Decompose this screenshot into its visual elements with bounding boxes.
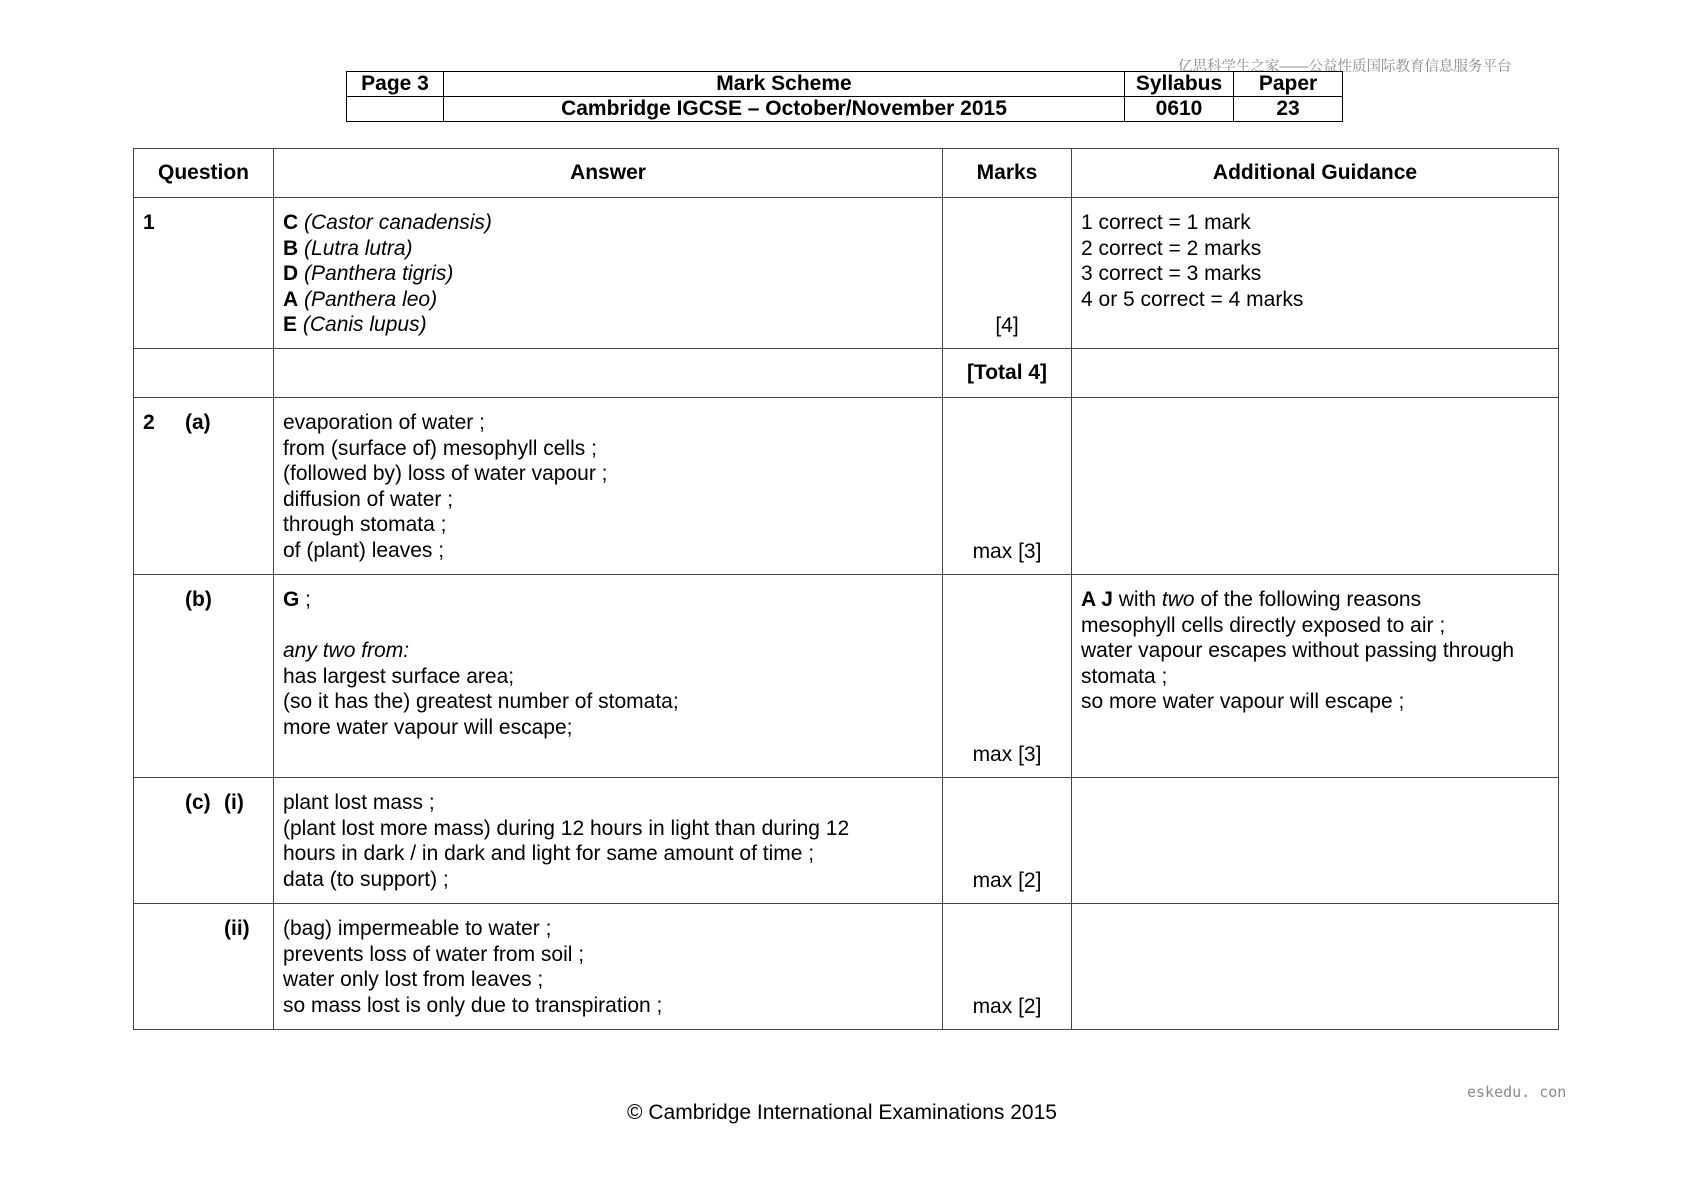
answer-line: from (surface of) mesophyll cells ; bbox=[283, 436, 597, 460]
marks-cell: [4] bbox=[943, 198, 1072, 349]
answer-cell bbox=[274, 904, 943, 1030]
question-number: 2 bbox=[143, 411, 155, 434]
answer-line: data (to support) ; bbox=[283, 867, 449, 891]
column-header-question: Question bbox=[134, 149, 274, 198]
guidance-cell bbox=[1072, 778, 1559, 904]
answer-cell bbox=[274, 778, 943, 904]
table-header-row bbox=[134, 149, 1559, 198]
answer-line: has largest surface area; bbox=[283, 664, 515, 688]
answer-line: B (Lutra lutra) bbox=[283, 236, 413, 260]
answer-line: (followed by) loss of water vapour ; bbox=[283, 462, 608, 486]
answer-line: so mass lost is only due to transpiration ; bbox=[283, 993, 663, 1017]
answer-line: D (Panthera tigris) bbox=[283, 262, 454, 286]
marks-cell: max [2] bbox=[943, 778, 1072, 904]
guidance-cell bbox=[1072, 904, 1559, 1030]
table-row bbox=[134, 904, 1559, 1030]
mark-scheme-table bbox=[133, 148, 1559, 1030]
answer-line: of (plant) leaves ; bbox=[283, 538, 445, 562]
guidance-line: 1 correct = 1 mark bbox=[1081, 211, 1251, 234]
answer-line: plant lost mass ; bbox=[283, 791, 435, 814]
answer-line: G ; bbox=[283, 588, 312, 611]
guidance-line: water vapour escapes without passing through bbox=[1081, 639, 1515, 663]
total-marks: [Total 4] bbox=[943, 349, 1072, 398]
marks-cell: max [2] bbox=[943, 904, 1072, 1030]
table-row bbox=[134, 198, 1559, 349]
table-row bbox=[134, 349, 1559, 398]
answer-cell bbox=[274, 398, 943, 575]
column-header-answer: Answer bbox=[274, 149, 943, 198]
question-number: 1 bbox=[143, 211, 155, 234]
guidance-line: stomata ; bbox=[1081, 664, 1168, 688]
answer-cell bbox=[274, 198, 943, 349]
answer-line: diffusion of water ; bbox=[283, 487, 454, 511]
table-row bbox=[134, 575, 1559, 778]
paper-label: Paper bbox=[1234, 72, 1343, 97]
watermark-top: 亿思科学生之家——公益性质国际教育信息服务平台 bbox=[1178, 59, 1512, 75]
header-empty-cell bbox=[347, 97, 444, 122]
question-cell bbox=[134, 198, 274, 349]
spacer bbox=[283, 613, 933, 639]
question-cell bbox=[134, 349, 274, 398]
answer-line: (bag) impermeable to water ; bbox=[283, 917, 552, 940]
question-cell bbox=[134, 575, 274, 778]
guidance-cell bbox=[1072, 198, 1559, 349]
guidance-line: 3 correct = 3 marks bbox=[1081, 262, 1262, 286]
header-title: Mark Scheme bbox=[444, 72, 1125, 97]
table-row bbox=[134, 398, 1559, 575]
marks-cell: max [3] bbox=[943, 575, 1072, 778]
document-header bbox=[346, 71, 1343, 122]
answer-line: (plant lost more mass) during 12 hours in light than during 12 bbox=[283, 816, 850, 840]
syllabus-code: 0610 bbox=[1125, 97, 1234, 122]
question-subpart: (i) bbox=[224, 791, 244, 814]
answer-line: prevents loss of water from soil ; bbox=[283, 942, 585, 966]
guidance-line: mesophyll cells directly exposed to air ; bbox=[1081, 613, 1446, 637]
answer-line: C (Castor canadensis) bbox=[283, 211, 492, 234]
column-header-guidance: Additional Guidance bbox=[1072, 149, 1559, 198]
guidance-cell bbox=[1072, 349, 1559, 398]
answer-cell bbox=[274, 575, 943, 778]
question-cell bbox=[134, 904, 274, 1030]
any-two-from-label: any two from: bbox=[283, 639, 410, 663]
answer-line: evaporation of water ; bbox=[283, 411, 485, 434]
question-part: (b) bbox=[185, 588, 212, 611]
guidance-line: A J with two of the following reasons bbox=[1081, 588, 1422, 611]
paper-number: 23 bbox=[1234, 97, 1343, 122]
answer-line: (so it has the) greatest number of stomata; bbox=[283, 690, 679, 714]
watermark-bottom: eskedu. con bbox=[1467, 1083, 1567, 1101]
answer-cell bbox=[274, 349, 943, 398]
guidance-line: so more water vapour will escape ; bbox=[1081, 690, 1405, 714]
answer-line: E (Canis lupus) bbox=[283, 313, 427, 337]
page-number: Page 3 bbox=[347, 72, 444, 97]
column-header-marks: Marks bbox=[943, 149, 1072, 198]
guidance-line: 4 or 5 correct = 4 marks bbox=[1081, 287, 1304, 311]
guidance-cell bbox=[1072, 575, 1559, 778]
question-part: (a) bbox=[185, 411, 211, 434]
answer-line: more water vapour will escape; bbox=[283, 715, 573, 739]
guidance-cell bbox=[1072, 398, 1559, 575]
question-cell bbox=[134, 398, 274, 575]
table-row bbox=[134, 778, 1559, 904]
marks-cell: max [3] bbox=[943, 398, 1072, 575]
header-subtitle: Cambridge IGCSE – October/November 2015 bbox=[444, 97, 1125, 122]
answer-line: A (Panthera leo) bbox=[283, 287, 438, 311]
copyright-footer: © Cambridge International Examinations 2015 bbox=[627, 1101, 1057, 1124]
question-cell bbox=[134, 778, 274, 904]
syllabus-label: Syllabus bbox=[1125, 72, 1234, 97]
answer-line: through stomata ; bbox=[283, 513, 447, 537]
guidance-line: 2 correct = 2 marks bbox=[1081, 236, 1262, 260]
question-part: (c) bbox=[185, 791, 211, 814]
answer-line: water only lost from leaves ; bbox=[283, 968, 544, 992]
question-subpart: (ii) bbox=[224, 917, 250, 940]
answer-line: hours in dark / in dark and light for same amount of time ; bbox=[283, 842, 815, 866]
